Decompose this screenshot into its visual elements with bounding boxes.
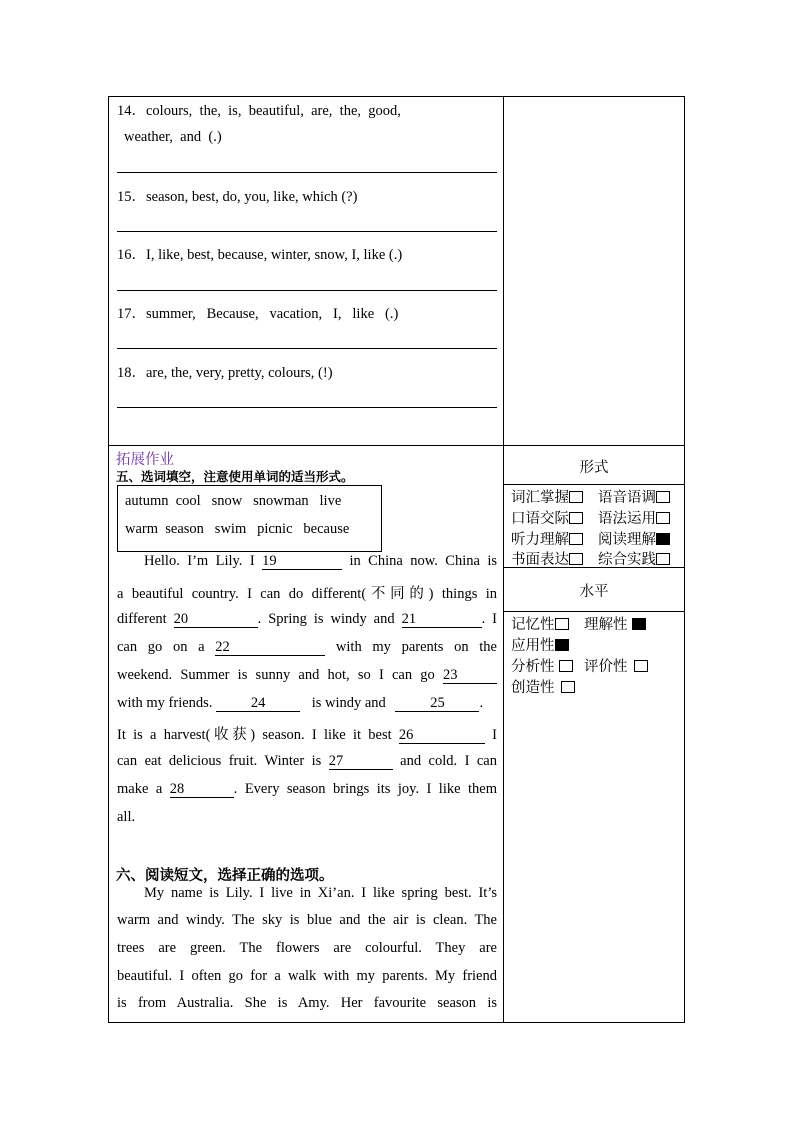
- passage-line: all.: [117, 809, 136, 825]
- answer-line-18[interactable]: [117, 407, 497, 408]
- table-border-bottom: [108, 1022, 685, 1023]
- level-option-evaluation[interactable]: 评价性: [584, 655, 648, 676]
- side-divider-form: [503, 484, 685, 485]
- checkbox-pronunciation[interactable]: [656, 491, 670, 503]
- extension-heading: 拓展作业: [116, 452, 174, 468]
- section-6-title: 六、阅读短文，选择正确的选项。: [116, 868, 334, 884]
- reading-line: warm and windy. The sky is blue and the air is clean. The: [117, 912, 497, 928]
- passage-line: weekend. Summer is sunny and hot, so I can go 23: [117, 667, 497, 684]
- table-column-divider: [503, 96, 504, 1022]
- blank-21[interactable]: 21: [402, 612, 482, 628]
- checkbox-creativity[interactable]: [561, 681, 575, 693]
- passage-line: It is a harvest(收获) season. I like it best 26 I: [117, 727, 497, 743]
- side-divider-level-bottom: [503, 611, 685, 612]
- form-option-grammar[interactable]: 语法运用: [598, 507, 670, 528]
- level-option-creativity[interactable]: 创造性: [511, 676, 575, 697]
- passage-line: Hello. I’m Lily. I 19 in China now. China is: [144, 553, 497, 569]
- blank-22[interactable]: 22: [215, 640, 325, 656]
- checkbox-understanding[interactable]: [632, 618, 646, 630]
- form-option-reading[interactable]: 阅读理解: [598, 528, 670, 549]
- form-option-oral[interactable]: 口语交际: [511, 507, 583, 528]
- checkbox-application[interactable]: [555, 639, 569, 651]
- blank-20[interactable]: 20: [174, 612, 258, 628]
- checkbox-memory[interactable]: [555, 618, 569, 630]
- table-border-top: [108, 96, 685, 97]
- checkbox-evaluation[interactable]: [634, 660, 648, 672]
- answer-line-15[interactable]: [117, 231, 497, 232]
- passage-line: a beautiful country. I can do different(不同的) things in: [117, 586, 497, 602]
- level-option-memory[interactable]: 记忆性: [511, 613, 569, 634]
- blank-27[interactable]: 27: [329, 754, 393, 770]
- reading-line: beautiful. I often go for a walk with my parents. My friend: [117, 968, 497, 984]
- checkbox-vocabulary[interactable]: [569, 491, 583, 503]
- table-row-divider: [108, 445, 685, 446]
- passage-line: make a 28 . Every season brings its joy. I like them: [117, 781, 497, 797]
- blank-28[interactable]: 28: [170, 782, 234, 798]
- passage-line: can eat delicious fruit. Winter is 27 and cold. I can: [117, 753, 497, 769]
- reading-line: is from Australia. She is Amy. Her favourite season is: [117, 995, 497, 1011]
- checkbox-reading[interactable]: [656, 533, 670, 545]
- form-option-vocabulary[interactable]: 词汇掌握: [511, 486, 583, 507]
- form-option-listening[interactable]: 听力理解: [511, 528, 583, 549]
- checkbox-writing[interactable]: [569, 553, 583, 565]
- answer-line-16[interactable]: [117, 290, 497, 291]
- checkbox-oral[interactable]: [569, 512, 583, 524]
- section-5-title: 五、选词填空，注意使用单词的适当形式。: [116, 469, 354, 484]
- table-border-right: [684, 96, 685, 1022]
- word-bank: autumn cool snow snowman live warm season swim picnic because: [117, 485, 382, 552]
- reading-line: My name is Lily. I live in Xi’an. I like spring best. It’s: [144, 885, 497, 901]
- blank-23[interactable]: 23: [443, 668, 497, 684]
- level-title: 水平: [579, 584, 609, 600]
- blank-25[interactable]: 25: [395, 696, 479, 712]
- checkbox-practice[interactable]: [656, 553, 670, 565]
- level-option-application[interactable]: 应用性: [511, 634, 569, 655]
- blank-26[interactable]: 26: [399, 728, 485, 744]
- passage-line: with my friends. 24 is windy and 25 .: [117, 695, 484, 711]
- table-border-left: [108, 96, 109, 1022]
- checkbox-analysis[interactable]: [559, 660, 573, 672]
- level-option-analysis[interactable]: 分析性: [511, 655, 573, 676]
- blank-24[interactable]: 24: [216, 696, 300, 712]
- checkbox-listening[interactable]: [569, 533, 583, 545]
- form-title: 形式: [579, 460, 609, 476]
- answer-line-14[interactable]: [117, 172, 497, 173]
- reading-line: trees are green. The flowers are colourful. They are: [117, 940, 497, 956]
- level-option-understanding[interactable]: 理解性: [584, 613, 646, 634]
- passage-line: different 20 . Spring is windy and 21 . I: [117, 611, 497, 627]
- answer-line-17[interactable]: [117, 348, 497, 349]
- passage-line: can go on a 22 with my parents on the: [117, 639, 497, 655]
- checkbox-grammar[interactable]: [656, 512, 670, 524]
- form-option-pronunciation[interactable]: 语音语调: [598, 486, 670, 507]
- form-option-practice[interactable]: 综合实践: [598, 548, 670, 569]
- form-option-writing[interactable]: 书面表达: [511, 548, 583, 569]
- blank-19[interactable]: 19: [262, 554, 342, 570]
